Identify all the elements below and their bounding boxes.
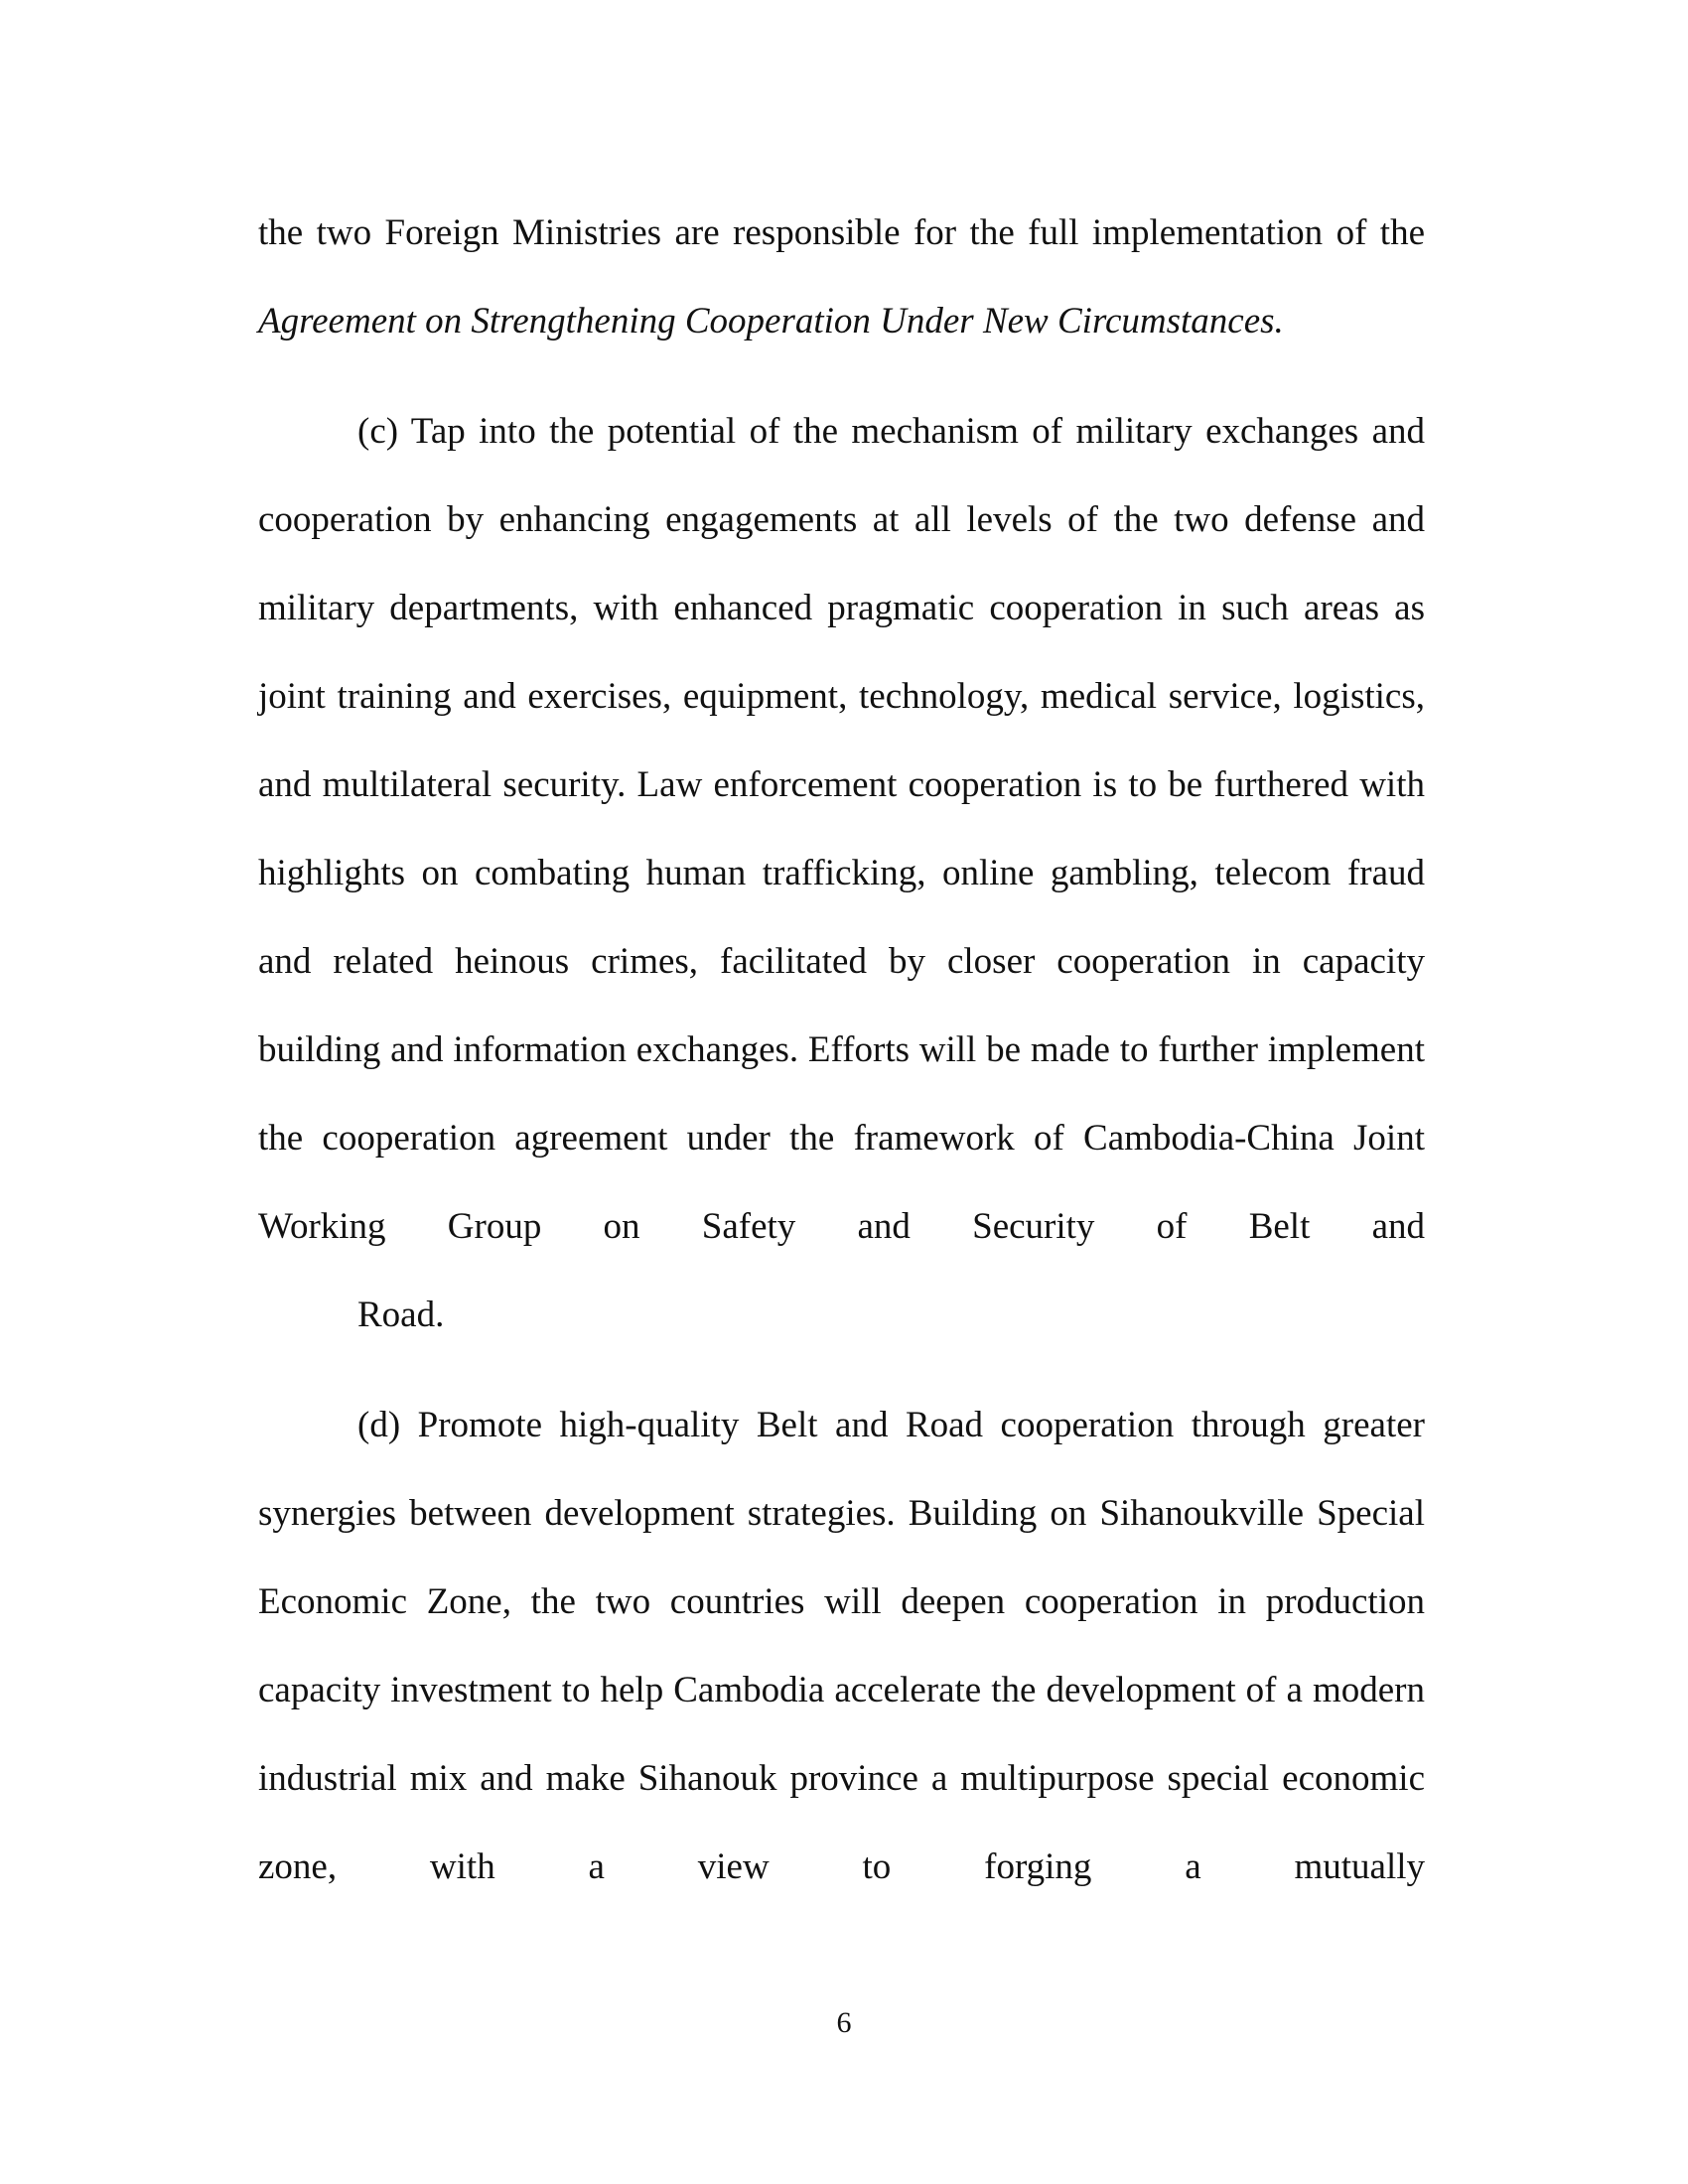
paragraph-continuation xyxy=(258,189,1425,365)
paragraph-spacer xyxy=(258,1359,1425,1381)
paragraph-d xyxy=(258,1381,1425,1911)
paragraph-spacer xyxy=(258,365,1425,387)
page-number: 6 xyxy=(836,2006,852,2039)
paragraph-c xyxy=(258,387,1425,1359)
paragraph-line: the two Foreign Ministries are responsible for the full implementation of the xyxy=(258,212,1425,253)
paragraph-last-line: Road. xyxy=(357,1295,445,1335)
paragraph-text: (c) Tap into the potential of the mechanism of military exchanges and cooperation by enhancing engagements at all levels of the two defense and military departments, with enhanced pragmatic cooperation in such areas as joint training and exercises, equipment, technology, medical service, logistics, and multilateral security. Law enforcement cooperation is to be furthered with highlights on combating human trafficking, online gambling, telecom fraud and related heinous crimes, facilitated by closer cooperation in capacity building and information exchanges. Efforts will be made to further implement the cooperation agreement under the framework of Cambodia-China Joint Working Group on Safety and Security of Belt and xyxy=(258,411,1425,1247)
body-text xyxy=(258,189,1425,1911)
paragraph-text: (d) Promote high-quality Belt and Road cooperation through greater synergies between development strategies. Building on Sihanoukville Special Economic Zone, the two countries will deepen cooperation in production capacity investment to help Cambodia accelerate the development of a modern industrial mix and make Sihanouk province a multipurpose special economic zone, with a view to forging a mutually xyxy=(258,1405,1425,1887)
agreement-title: Agreement on Strengthening Cooperation Under New Circumstances. xyxy=(258,301,1284,341)
